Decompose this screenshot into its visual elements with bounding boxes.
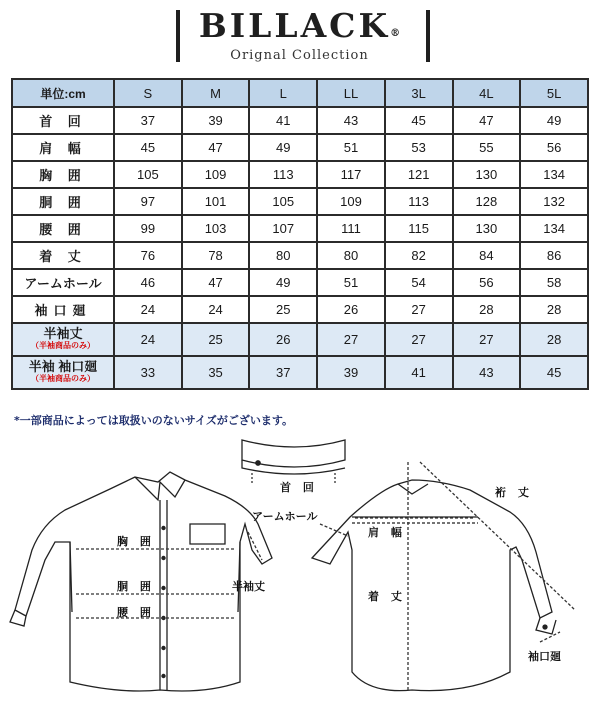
table-cell: 39	[317, 356, 385, 389]
row-label	[12, 296, 114, 323]
table-cell: 33	[114, 356, 182, 389]
table-row	[12, 215, 588, 242]
table-cell: 128	[453, 188, 521, 215]
size-table-body	[12, 107, 588, 389]
table-cell: 132	[520, 188, 588, 215]
table-cell: 86	[520, 242, 588, 269]
table-cell: 105	[249, 188, 317, 215]
table-cell: 45	[385, 107, 453, 134]
table-cell: 39	[182, 107, 250, 134]
size-col-3l: 3L	[385, 79, 453, 107]
table-cell: 49	[249, 134, 317, 161]
row-label-text: 首 回	[39, 114, 87, 129]
table-cell: 51	[317, 134, 385, 161]
table-row	[12, 269, 588, 296]
size-col-5l: 5L	[520, 79, 588, 107]
table-cell: 117	[317, 161, 385, 188]
row-label-text: 胴 囲	[39, 195, 87, 210]
label-length: 着 丈	[368, 590, 406, 603]
table-cell: 103	[182, 215, 250, 242]
table-cell: 49	[249, 269, 317, 296]
table-cell: 24	[182, 296, 250, 323]
measurement-diagram	[0, 432, 599, 700]
size-col-ll: LL	[317, 79, 385, 107]
label-chest: 胸 囲	[117, 535, 155, 548]
table-cell: 130	[453, 215, 521, 242]
table-cell: 101	[182, 188, 250, 215]
row-label-text: アームホール	[24, 276, 102, 291]
size-col-4l: 4L	[453, 79, 521, 107]
label-short-sleeve: 半袖丈	[232, 580, 265, 593]
row-label-note: （半袖商品のみ）	[31, 340, 95, 350]
table-cell: 46	[114, 269, 182, 296]
table-cell: 109	[317, 188, 385, 215]
table-cell: 115	[385, 215, 453, 242]
row-label	[12, 242, 114, 269]
unit-label: 単位:cm	[12, 79, 114, 107]
row-label-text: 半袖 袖口廻	[28, 358, 98, 374]
brand-logo: BILLACK®	[198, 6, 401, 45]
table-row	[12, 107, 588, 134]
row-label-note: （半袖商品のみ）	[31, 373, 95, 383]
table-cell: 27	[385, 323, 453, 356]
table-cell: 43	[453, 356, 521, 389]
table-cell: 107	[249, 215, 317, 242]
table-row	[12, 188, 588, 215]
table-cell: 25	[182, 323, 250, 356]
table-cell: 45	[520, 356, 588, 389]
label-waist: 胴 囲	[117, 580, 155, 593]
table-row	[12, 134, 588, 161]
front-measure-arrows	[76, 532, 262, 618]
table-cell: 51	[317, 269, 385, 296]
table-cell: 37	[249, 356, 317, 389]
table-cell: 41	[385, 356, 453, 389]
row-label	[12, 356, 114, 389]
size-col-m: M	[182, 79, 250, 107]
table-row	[12, 323, 588, 356]
table-cell: 130	[453, 161, 521, 188]
row-label	[12, 215, 114, 242]
table-cell: 82	[385, 242, 453, 269]
row-label-text: 着 丈	[39, 249, 87, 264]
back-shirt-drawing	[312, 480, 556, 691]
label-shoulder: 肩 幅	[368, 526, 406, 539]
size-table	[11, 78, 589, 390]
table-cell: 27	[453, 323, 521, 356]
row-label-text: 袖口廻	[34, 303, 92, 318]
label-sleeve: 裄 丈	[495, 486, 533, 499]
table-cell: 28	[520, 323, 588, 356]
table-cell: 26	[317, 296, 385, 323]
row-label-text: 腰 囲	[39, 222, 87, 237]
table-cell: 99	[114, 215, 182, 242]
table-cell: 53	[385, 134, 453, 161]
table-cell: 80	[249, 242, 317, 269]
table-cell: 111	[317, 215, 385, 242]
row-label	[12, 107, 114, 134]
label-collar: 首 回	[280, 481, 318, 494]
table-cell: 97	[114, 188, 182, 215]
label-hip: 腰 囲	[117, 606, 155, 619]
table-cell: 121	[385, 161, 453, 188]
table-row	[12, 296, 588, 323]
table-cell: 113	[249, 161, 317, 188]
table-cell: 56	[453, 269, 521, 296]
table-cell: 27	[317, 323, 385, 356]
table-cell: 109	[182, 161, 250, 188]
table-cell: 24	[114, 323, 182, 356]
row-label	[12, 323, 114, 356]
row-label-text: 胸 囲	[39, 168, 87, 183]
brand-subtitle: Orignal Collection	[230, 48, 369, 63]
label-cuff: 袖口廻	[528, 650, 561, 663]
table-cell: 84	[453, 242, 521, 269]
table-cell: 28	[453, 296, 521, 323]
table-row	[12, 356, 588, 389]
table-cell: 47	[182, 134, 250, 161]
table-cell: 24	[114, 296, 182, 323]
row-label	[12, 161, 114, 188]
table-cell: 28	[520, 296, 588, 323]
table-cell: 37	[114, 107, 182, 134]
row-label	[12, 188, 114, 215]
table-row	[12, 242, 588, 269]
table-cell: 41	[249, 107, 317, 134]
table-cell: 35	[182, 356, 250, 389]
collar-band-drawing	[242, 440, 345, 474]
table-cell: 49	[520, 107, 588, 134]
table-cell: 134	[520, 161, 588, 188]
table-cell: 26	[249, 323, 317, 356]
table-cell: 47	[182, 269, 250, 296]
table-cell: 43	[317, 107, 385, 134]
table-cell: 27	[385, 296, 453, 323]
label-armhole: アームホール	[252, 510, 318, 523]
table-cell: 55	[453, 134, 521, 161]
table-cell: 78	[182, 242, 250, 269]
table-cell: 113	[385, 188, 453, 215]
brand-bar-right	[426, 10, 430, 62]
table-cell: 25	[249, 296, 317, 323]
table-cell: 45	[114, 134, 182, 161]
table-cell: 56	[520, 134, 588, 161]
size-col-s: S	[114, 79, 182, 107]
table-cell: 76	[114, 242, 182, 269]
row-label	[12, 269, 114, 296]
table-cell: 58	[520, 269, 588, 296]
table-cell: 80	[317, 242, 385, 269]
table-cell: 105	[114, 161, 182, 188]
brand-header	[0, 0, 599, 70]
table-cell: 47	[453, 107, 521, 134]
table-row	[12, 161, 588, 188]
size-header-row	[12, 79, 588, 107]
row-label-text: 肩 幅	[39, 141, 87, 156]
row-label-text: 半袖丈	[43, 325, 83, 341]
table-cell: 134	[520, 215, 588, 242]
row-label	[12, 134, 114, 161]
size-col-l: L	[249, 79, 317, 107]
availability-notice: *一部商品によっては取扱いのないサイズがございます。	[14, 414, 293, 427]
table-cell: 54	[385, 269, 453, 296]
shirt-illustration	[0, 432, 599, 700]
